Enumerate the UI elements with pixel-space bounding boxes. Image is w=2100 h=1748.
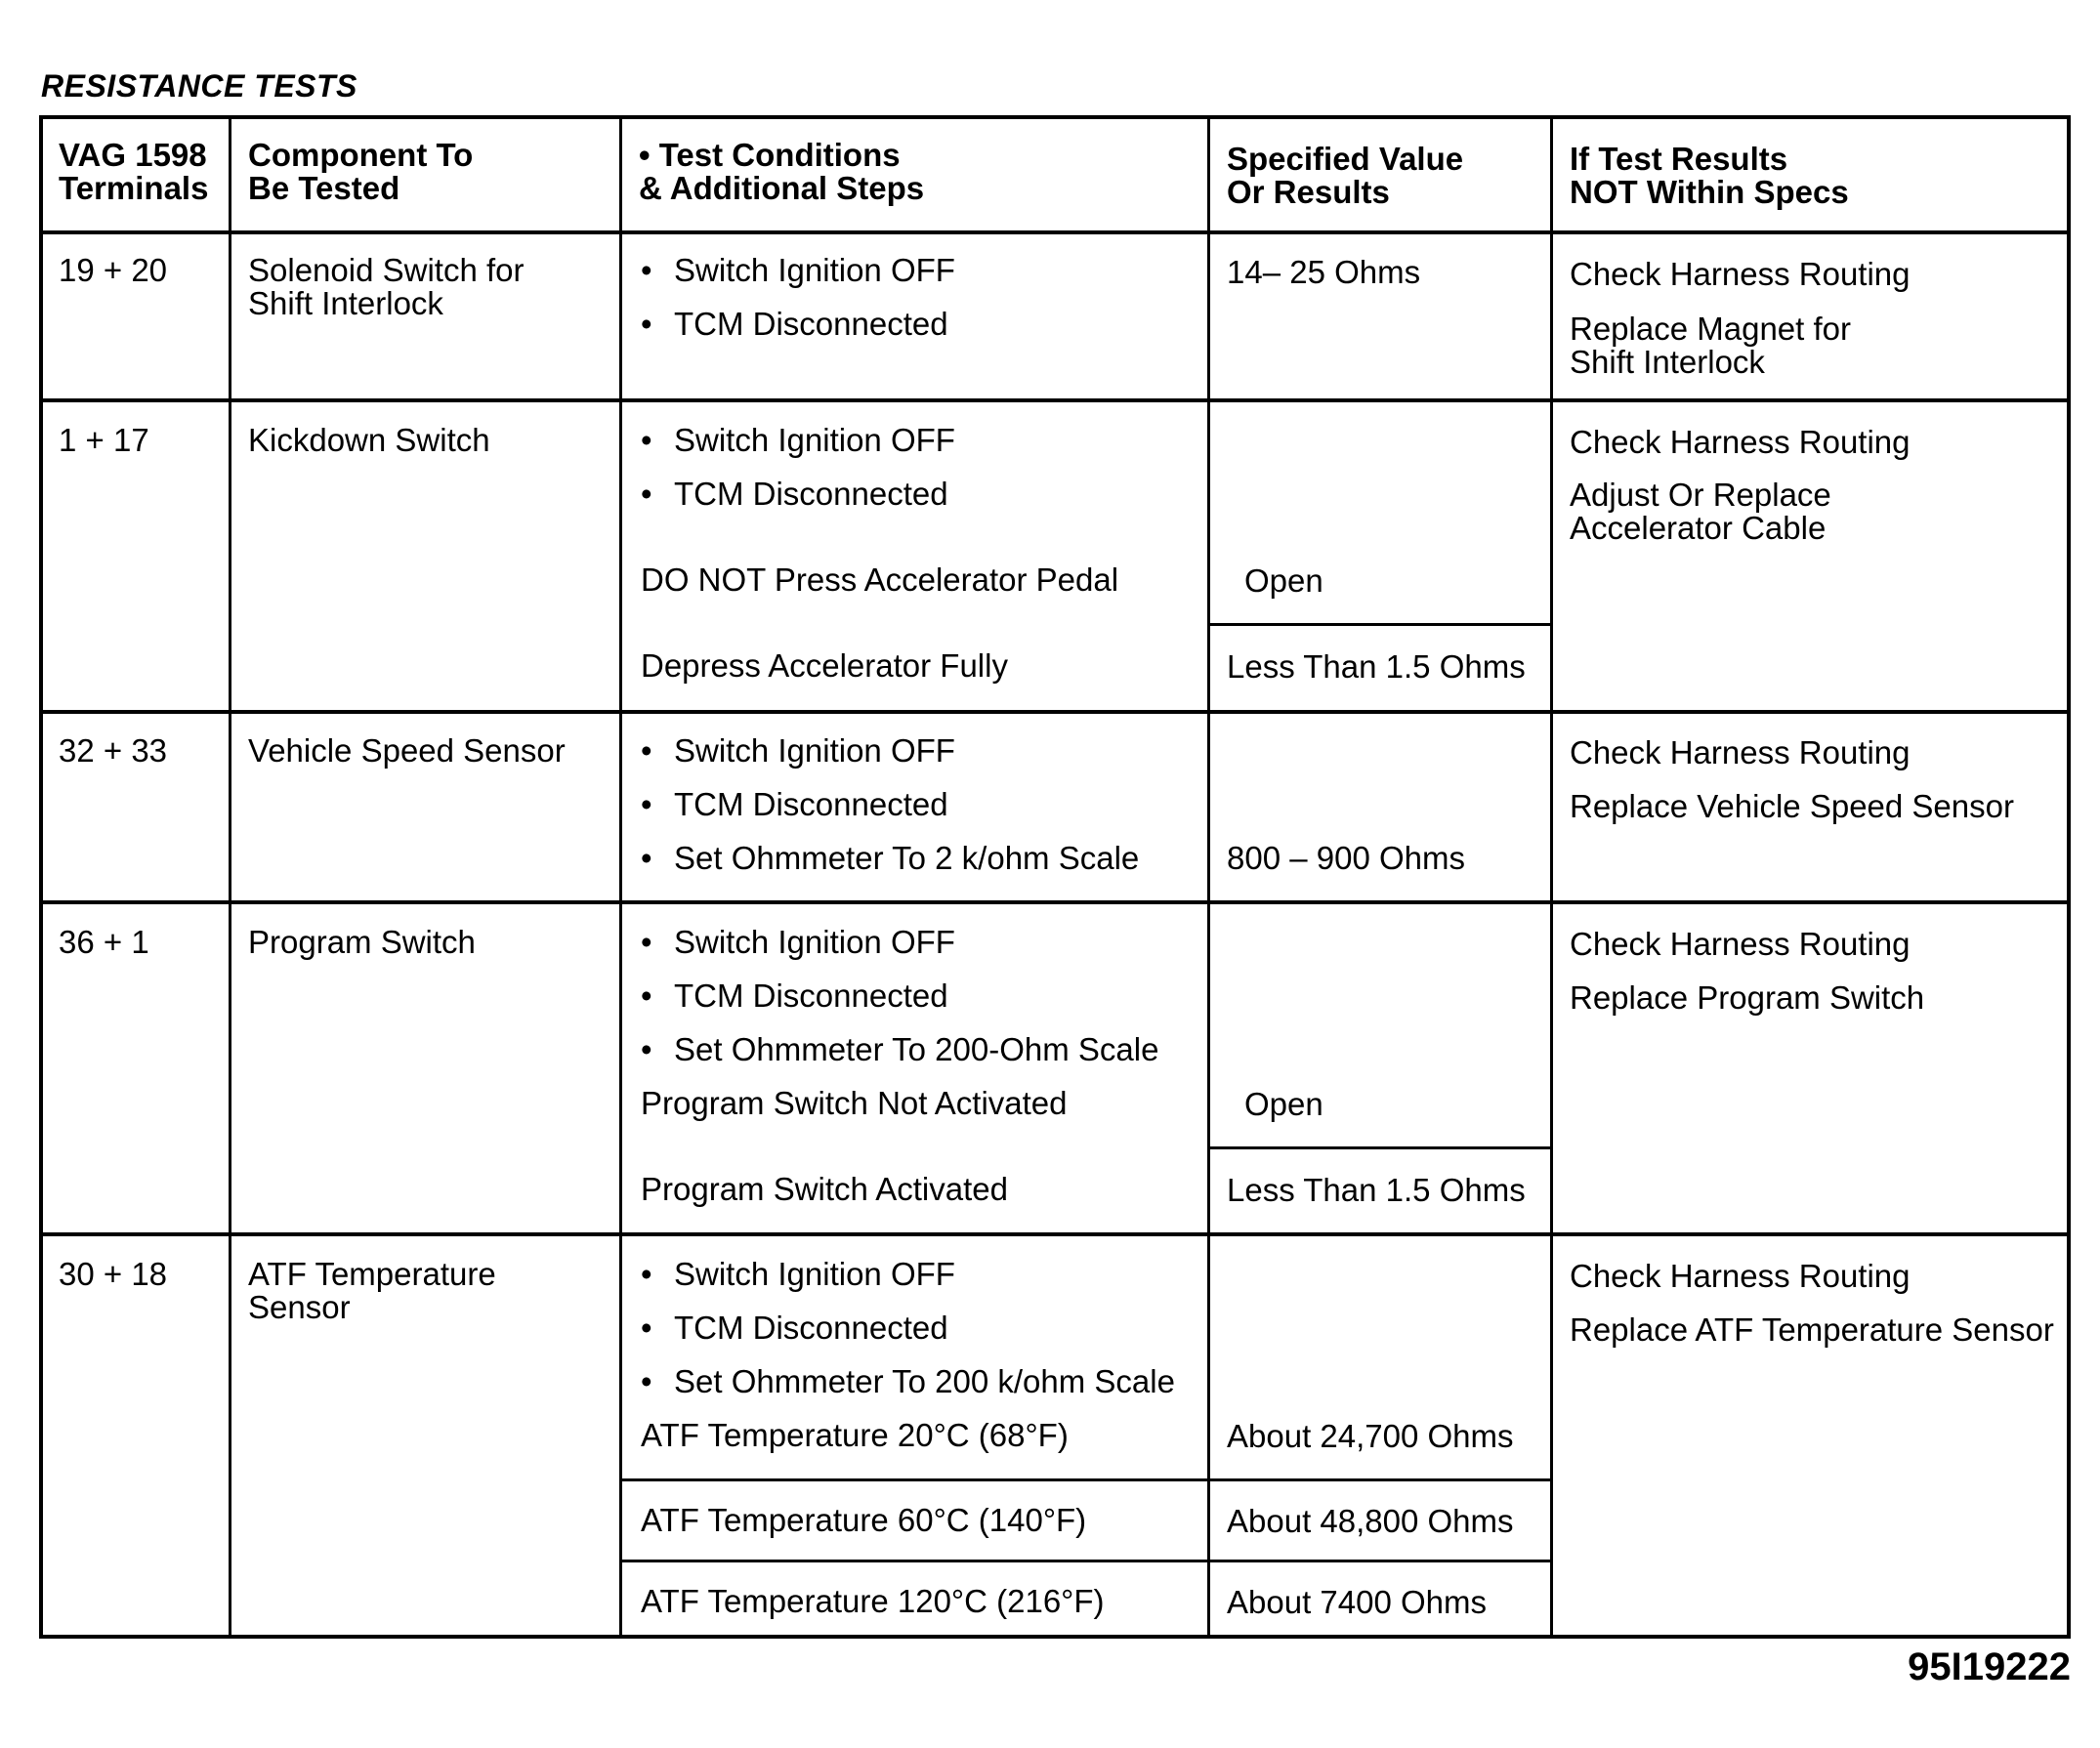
row-component: Solenoid Switch for Shift Interlock xyxy=(248,252,525,321)
spec-value: Less Than 1.5 Ohms xyxy=(1227,1172,1526,1208)
row-terminals: 19 + 20 xyxy=(59,252,168,288)
fail-action: Replace ATF Temperature Sensor xyxy=(1570,1311,2054,1348)
condition-step: • TCM Disconnected xyxy=(641,788,948,821)
condition-step: • TCM Disconnected xyxy=(641,308,948,341)
fail-action: Check Harness Routing xyxy=(1570,734,1911,770)
condition-step: • Switch Ignition OFF xyxy=(641,734,955,768)
spec-value: 14– 25 Ohms xyxy=(1227,254,1421,290)
fail-action: Check Harness Routing xyxy=(1570,1258,1911,1294)
row-component: Kickdown Switch xyxy=(248,422,490,458)
condition-step: • Switch Ignition OFF xyxy=(641,254,955,287)
row-divider xyxy=(43,900,2067,904)
row-terminals: 1 + 17 xyxy=(59,422,149,458)
fail-action: Check Harness Routing xyxy=(1570,424,1911,460)
condition-step: Program Switch Not Activated xyxy=(641,1085,1068,1121)
condition-step: • Switch Ignition OFF xyxy=(641,926,955,959)
condition-step: • TCM Disconnected xyxy=(641,1311,948,1345)
header-conditions: • Test Conditions & Additional Steps xyxy=(639,137,925,206)
sub-row-divider xyxy=(1207,1146,1551,1149)
condition-step: Depress Accelerator Fully xyxy=(641,647,1008,684)
condition-step: ATF Temperature 120°C (216°F) xyxy=(641,1583,1105,1619)
condition-step: • Set Ohmmeter To 2 k/ohm Scale xyxy=(641,842,1139,875)
document-title: RESISTANCE TESTS xyxy=(41,68,357,104)
header-component: Component To Be Tested xyxy=(248,137,474,206)
spec-value: About 24,700 Ohms xyxy=(1227,1418,1514,1454)
figure-id: 95I19222 xyxy=(1908,1645,2071,1688)
row-component: Vehicle Speed Sensor xyxy=(248,732,566,769)
sub-row-divider xyxy=(619,1560,1551,1562)
condition-step: ATF Temperature 20°C (68°F) xyxy=(641,1417,1069,1453)
spec-value: Open xyxy=(1244,1086,1323,1122)
row-component: Program Switch xyxy=(248,924,476,960)
condition-step: • Set Ohmmeter To 200-Ohm Scale xyxy=(641,1033,1158,1066)
row-terminals: 36 + 1 xyxy=(59,924,149,960)
row-terminals: 32 + 33 xyxy=(59,732,168,769)
resistance-tests-table xyxy=(39,115,2071,1639)
row-divider xyxy=(43,398,2067,402)
spec-value: Open xyxy=(1244,562,1323,599)
fail-action: Replace Vehicle Speed Sensor xyxy=(1570,788,2014,824)
spec-value: About 48,800 Ohms xyxy=(1227,1503,1514,1539)
spec-value: 800 – 900 Ohms xyxy=(1227,840,1465,876)
condition-step: ATF Temperature 60°C (140°F) xyxy=(641,1502,1087,1538)
condition-step: • Switch Ignition OFF xyxy=(641,424,955,457)
condition-step: • Set Ohmmeter To 200 k/ohm Scale xyxy=(641,1365,1175,1398)
row-divider xyxy=(43,710,2067,714)
spec-value: Less Than 1.5 Ohms xyxy=(1227,648,1526,685)
column-divider xyxy=(1207,119,1210,1635)
row-divider xyxy=(43,1232,2067,1236)
fail-action: Replace Magnet for Shift Interlock xyxy=(1570,311,1851,380)
sub-row-divider xyxy=(619,1478,1551,1481)
header-spec: Specified Value Or Results xyxy=(1227,141,1464,210)
fail-action: Replace Program Switch xyxy=(1570,979,1925,1016)
header-fail-action: If Test Results NOT Within Specs xyxy=(1570,141,1849,210)
condition-step: Program Switch Activated xyxy=(641,1171,1008,1207)
condition-step: DO NOT Press Accelerator Pedal xyxy=(641,562,1119,598)
fail-action: Check Harness Routing xyxy=(1570,926,1911,962)
spec-value: About 7400 Ohms xyxy=(1227,1584,1487,1620)
header-terminals: VAG 1598 Terminals xyxy=(59,137,209,206)
fail-action: Adjust Or Replace Accelerator Cable xyxy=(1570,477,1831,546)
row-divider xyxy=(43,230,2067,234)
row-component: ATF Temperature Sensor xyxy=(248,1256,496,1325)
column-divider xyxy=(619,119,622,1635)
condition-step: • TCM Disconnected xyxy=(641,979,948,1013)
condition-step: • TCM Disconnected xyxy=(641,478,948,511)
column-divider xyxy=(229,119,231,1635)
condition-step: • Switch Ignition OFF xyxy=(641,1258,955,1291)
column-divider xyxy=(1550,119,1553,1635)
row-terminals: 30 + 18 xyxy=(59,1256,168,1292)
sub-row-divider xyxy=(1207,623,1551,626)
fail-action: Check Harness Routing xyxy=(1570,256,1911,292)
